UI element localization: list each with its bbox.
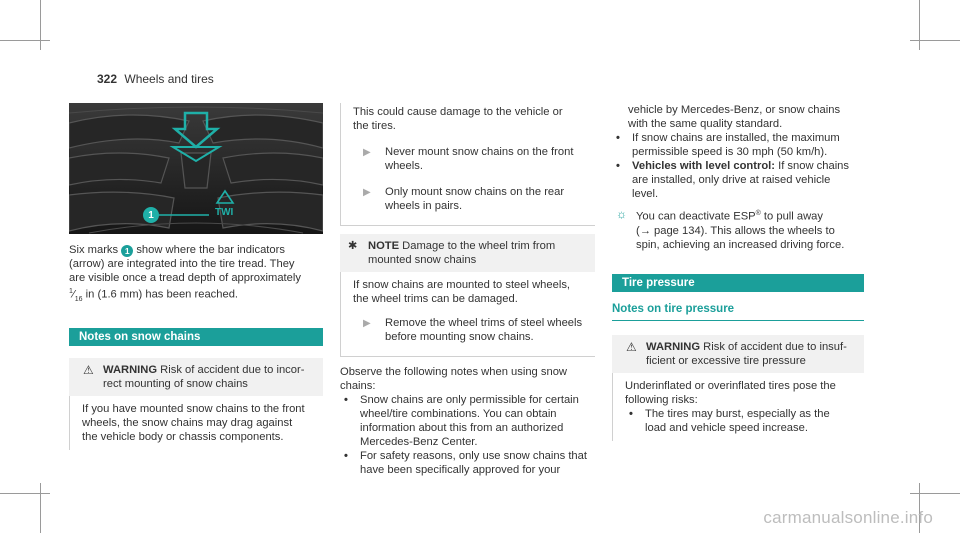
warning-tire-pressure: ⚠ WARNING Risk of accident due to insuf- ficient or excessive tire pressure Underinflated or overinflated tires pose the following risks: • The tires may burst, especially as the load and vehicle speed increase. — [612, 335, 864, 441]
warning-snow-chains: ⚠ WARNING Risk of accident due to incor- rect mounting of snow chains If you have mounted snow chains to the front wheels, the snow chains may drag against the vehicle body or chassis components. — [69, 358, 323, 450]
crop-mark — [40, 0, 41, 50]
page-reference-link[interactable]: (→ page 134). This allows the wheels to — [636, 224, 835, 237]
crop-mark — [910, 40, 960, 41]
note-label: NOTE — [368, 240, 400, 252]
list-item: • If snow chains are installed, the maximum permissible speed is 30 mph (50 km/h). — [616, 132, 840, 158]
crop-mark — [0, 40, 50, 41]
subheading-tire-pressure: Notes on tire pressure — [612, 302, 864, 321]
warning-label: WARNING — [646, 340, 701, 353]
list-item: • Snow chains are only permissible for certain wheel/tire combinations. You can obtain information about this from an authorized Mercedes-Benz Center. — [344, 394, 579, 448]
tip-item: ☼ You can deactivate ESP® to pull away (→ page 134). This allows the wheels to spin, achieving an increased driving force. — [616, 207, 845, 251]
crop-mark — [0, 493, 50, 494]
section-title-tire-pressure: Tire pressure — [612, 274, 864, 292]
note-wheel-trim: ✱ NOTE Damage to the wheel trim from mounted snow chains If snow chains are mounted to steel wheels, the wheel trims can be damaged. ▶ Remove the wheel trims of steel wheels before mounting snow chains. — [340, 234, 595, 357]
list-item: • Vehicles with level control: If snow chains are installed, only drive at raised vehicle level. — [616, 160, 849, 200]
instruction-step: ▶ Only mount snow chains on the rear wheels in pairs. — [363, 186, 565, 212]
lightbulb-icon: ☼ — [616, 207, 627, 221]
step-arrow-icon: ▶ — [363, 318, 371, 329]
watermark: carmanualsonline.info — [763, 508, 933, 527]
section-name: Wheels and tires — [124, 72, 214, 86]
continued-text: vehicle by Mercedes-Benz, or snow chains with the same quality standard. — [628, 104, 841, 130]
left-column — [69, 103, 323, 450]
marker-badge-inline: 1 — [121, 245, 133, 257]
tire-tread-illustration — [69, 103, 323, 234]
middle-column — [340, 103, 595, 477]
warning-label: WARNING — [103, 363, 158, 376]
warning-triangle-icon: ⚠ — [626, 339, 637, 354]
crop-mark — [910, 493, 960, 494]
six-marks-text: Six marks 1 show where the bar indicators (arrow) are integrated into the tire tread. They are visible once a tread depth of approximately $^1⁄_{16}$ in (1.6 mm) has been reached. — [69, 244, 301, 303]
crop-mark — [919, 0, 920, 50]
twi-label: TWI — [215, 207, 234, 218]
tire-tread-image — [69, 103, 323, 234]
step-arrow-icon: ▶ — [363, 187, 371, 198]
warning-continued: This could cause damage to the vehicle or the tires. ▶ Never mount snow chains on the front wheels. ▶ Only mount snow chains on the rear wheels in pairs. — [340, 103, 595, 226]
warning-triangle-icon: ⚠ — [83, 362, 94, 377]
instruction-step: ▶ Remove the wheel trims of steel wheels before mounting snow chains. — [363, 317, 583, 343]
step-arrow-icon: ▶ — [363, 147, 371, 158]
marker-badge-1: 1 — [148, 210, 154, 221]
list-item: • The tires may burst, especially as the load and vehicle speed increase. — [629, 407, 830, 434]
crop-mark — [40, 483, 41, 533]
list-item: • For safety reasons, only use snow chains that have been specifically approved for your — [344, 450, 587, 476]
page-header — [97, 72, 214, 86]
right-column — [612, 103, 864, 441]
observe-text: Observe the following notes when using snow chains: — [340, 366, 567, 392]
section-title-snow-chains: Notes on snow chains — [69, 328, 323, 346]
instruction-step: ▶ Never mount snow chains on the front wheels. — [363, 146, 574, 172]
note-icon: ✱ — [348, 240, 358, 252]
page-number: 322 — [97, 72, 118, 86]
